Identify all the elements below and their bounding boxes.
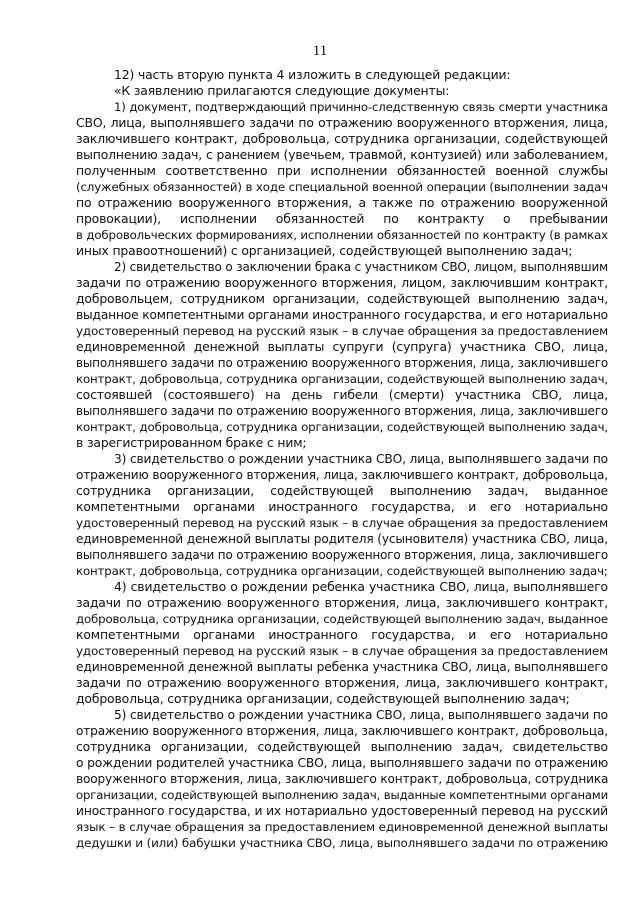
- text-line: язык – в случае обращения за предоставлением единовременной денежной выплаты: [76, 820, 608, 834]
- text-line: удостоверенный перевод на русский язык – в случае обращения за предоставлением: [76, 644, 608, 658]
- text-line: в добровольческих формированиях, исполнении обязанностей по контракту (в рамках: [76, 228, 608, 242]
- text-line: заключившего контракт, добровольца, сотрудника организации, содействующей: [76, 131, 608, 146]
- text-line: организации, содействующей выполнению задач, выданные компетентными органами: [76, 788, 608, 802]
- text-line: единовременной денежной выплаты супруги (супруга) участника СВО, лица,: [76, 339, 608, 354]
- text-line: выданное компетентными органами иностранного государства, и его нотариально: [76, 308, 608, 322]
- paragraph: [76, 707, 608, 851]
- text-line: полученным соответственно при исполнении обязанностей военной службы: [76, 163, 608, 178]
- text-line: контракт, добровольца, сотрудника организации, содействующей выполнению задач,: [76, 420, 608, 434]
- text-line: добровольцем, сотрудником организации, содействующей выполнению задач,: [76, 291, 608, 306]
- paragraph: [76, 579, 608, 707]
- text-line: единовременной денежной выплаты родителя (усыновителя) участника СВО, лица,: [76, 532, 608, 546]
- text-line: иностранного государства, и их нотариально удостоверенный перевод на русский: [76, 804, 608, 818]
- paragraph: [76, 259, 608, 451]
- text-line: СВО, лица, выполнявшего задачи по отражению вооруженного вторжения, лица,: [76, 115, 608, 130]
- text-line: провокации), исполнении обязанностей по контракту о пребывании: [76, 211, 608, 226]
- text-line: выполнению задач, с ранением (увечьем, травмой, контузией) или заболеванием,: [76, 147, 608, 162]
- text-line: в зарегистрированном браке с ним;: [76, 435, 307, 450]
- text-line: задачи по отражению вооруженного вторжения, лица, заключившего контракт,: [76, 675, 608, 690]
- text-line: отражению вооруженного вторжения, лица, заключившего контракт, добровольца,: [76, 468, 608, 482]
- text-line: добровольца, сотрудника организации, содействующей выполнению задач, выданное: [76, 612, 608, 626]
- text-line: контракт, добровольца, сотрудника организации, содействующей выполнению задач;: [76, 564, 608, 578]
- page-number: 11: [312, 43, 328, 59]
- text-line: 4) свидетельство о рождении ребенка участника СВО, лица, выполнявшего: [114, 579, 608, 594]
- text-line: 12) часть вторую пункта 4 изложить в следующей редакции:: [114, 67, 511, 82]
- text-line: вооруженного вторжения, лица, заключившего контракт, добровольца, сотрудника: [76, 772, 609, 786]
- text-line: «К заявлению прилагаются следующие документы:: [114, 83, 450, 98]
- text-line: удостоверенный перевод на русский язык – в случае обращения за предоставлением: [76, 324, 608, 338]
- text-line: удостоверенный перевод на русский язык – в случае обращения за предоставлением: [76, 516, 608, 530]
- paragraph: [76, 99, 608, 259]
- text-line: задачи по отражению вооруженного вторжения, лицом, заключившим контракт,: [76, 275, 608, 290]
- text-line: контракт, добровольца, сотрудника организации, содействующей выполнению задач,: [76, 372, 608, 386]
- text-line: компетентными органами иностранного государства, и его нотариально: [76, 627, 608, 642]
- text-line: сотрудника организации, содействующей выполнению задач, свидетельство: [76, 739, 608, 754]
- text-line: сотрудника организации, содействующей выполнению задач, выданное: [76, 483, 608, 498]
- text-line: выполнявшего задачи по отражению вооруженного вторжения, лица, заключившего: [76, 356, 608, 370]
- text-line: по отражению вооруженного вторжения, а также по отражению вооруженной: [76, 195, 608, 210]
- text-line: единовременной денежной выплаты ребенка участника СВО, лица, выполнявшего: [76, 660, 608, 674]
- text-line: иных правоотношений) с организацией, содействующей выполнению задач;: [76, 243, 573, 258]
- paragraph: [76, 83, 608, 99]
- text-line: отражению вооруженного вторжения, лица, заключившего контракт, добровольца,: [76, 724, 608, 738]
- paragraph: [76, 67, 608, 83]
- text-line: 2) свидетельство о заключении брака с участником СВО, лицом, выполнявшим: [114, 260, 608, 274]
- document-body: [76, 67, 608, 851]
- text-line: (служебных обязанностей) в ходе специальной военной операции (выполнении задач: [76, 180, 608, 194]
- text-line: состоявшей (состоявшего) на день гибели (смерти) участника СВО, лица,: [76, 387, 608, 402]
- text-line: 5) свидетельство о рождении участника СВО, лица, выполнявшего задачи по: [114, 708, 608, 722]
- paragraph: [76, 451, 608, 579]
- text-line: 1) документ, подтверждающий причинно-следственную связь смерти участника: [114, 100, 608, 114]
- text-line: добровольца, сотрудника организации, содействующей выполнению задач;: [76, 691, 570, 706]
- text-line: выполнявшего задачи по отражению вооруженного вторжения, лица, заключившего: [76, 404, 608, 418]
- text-line: 3) свидетельство о рождении участника СВО, лица, выполнявшего задачи по: [114, 452, 608, 466]
- text-line: о рождении родителей участника СВО, лица, выполнявшего задачи по отражению: [76, 756, 608, 770]
- text-line: дедушки и (или) бабушки участника СВО, лица, выполнявшего задачи по отражению: [76, 836, 608, 850]
- text-line: компетентными органами иностранного государства, и его нотариально: [76, 499, 608, 514]
- text-line: выполнявшего задачи по отражению вооруженного вторжения, лица, заключившего: [76, 548, 608, 562]
- text-line: задачи по отражению вооруженного вторжения, лица, заключившего контракт,: [76, 595, 608, 610]
